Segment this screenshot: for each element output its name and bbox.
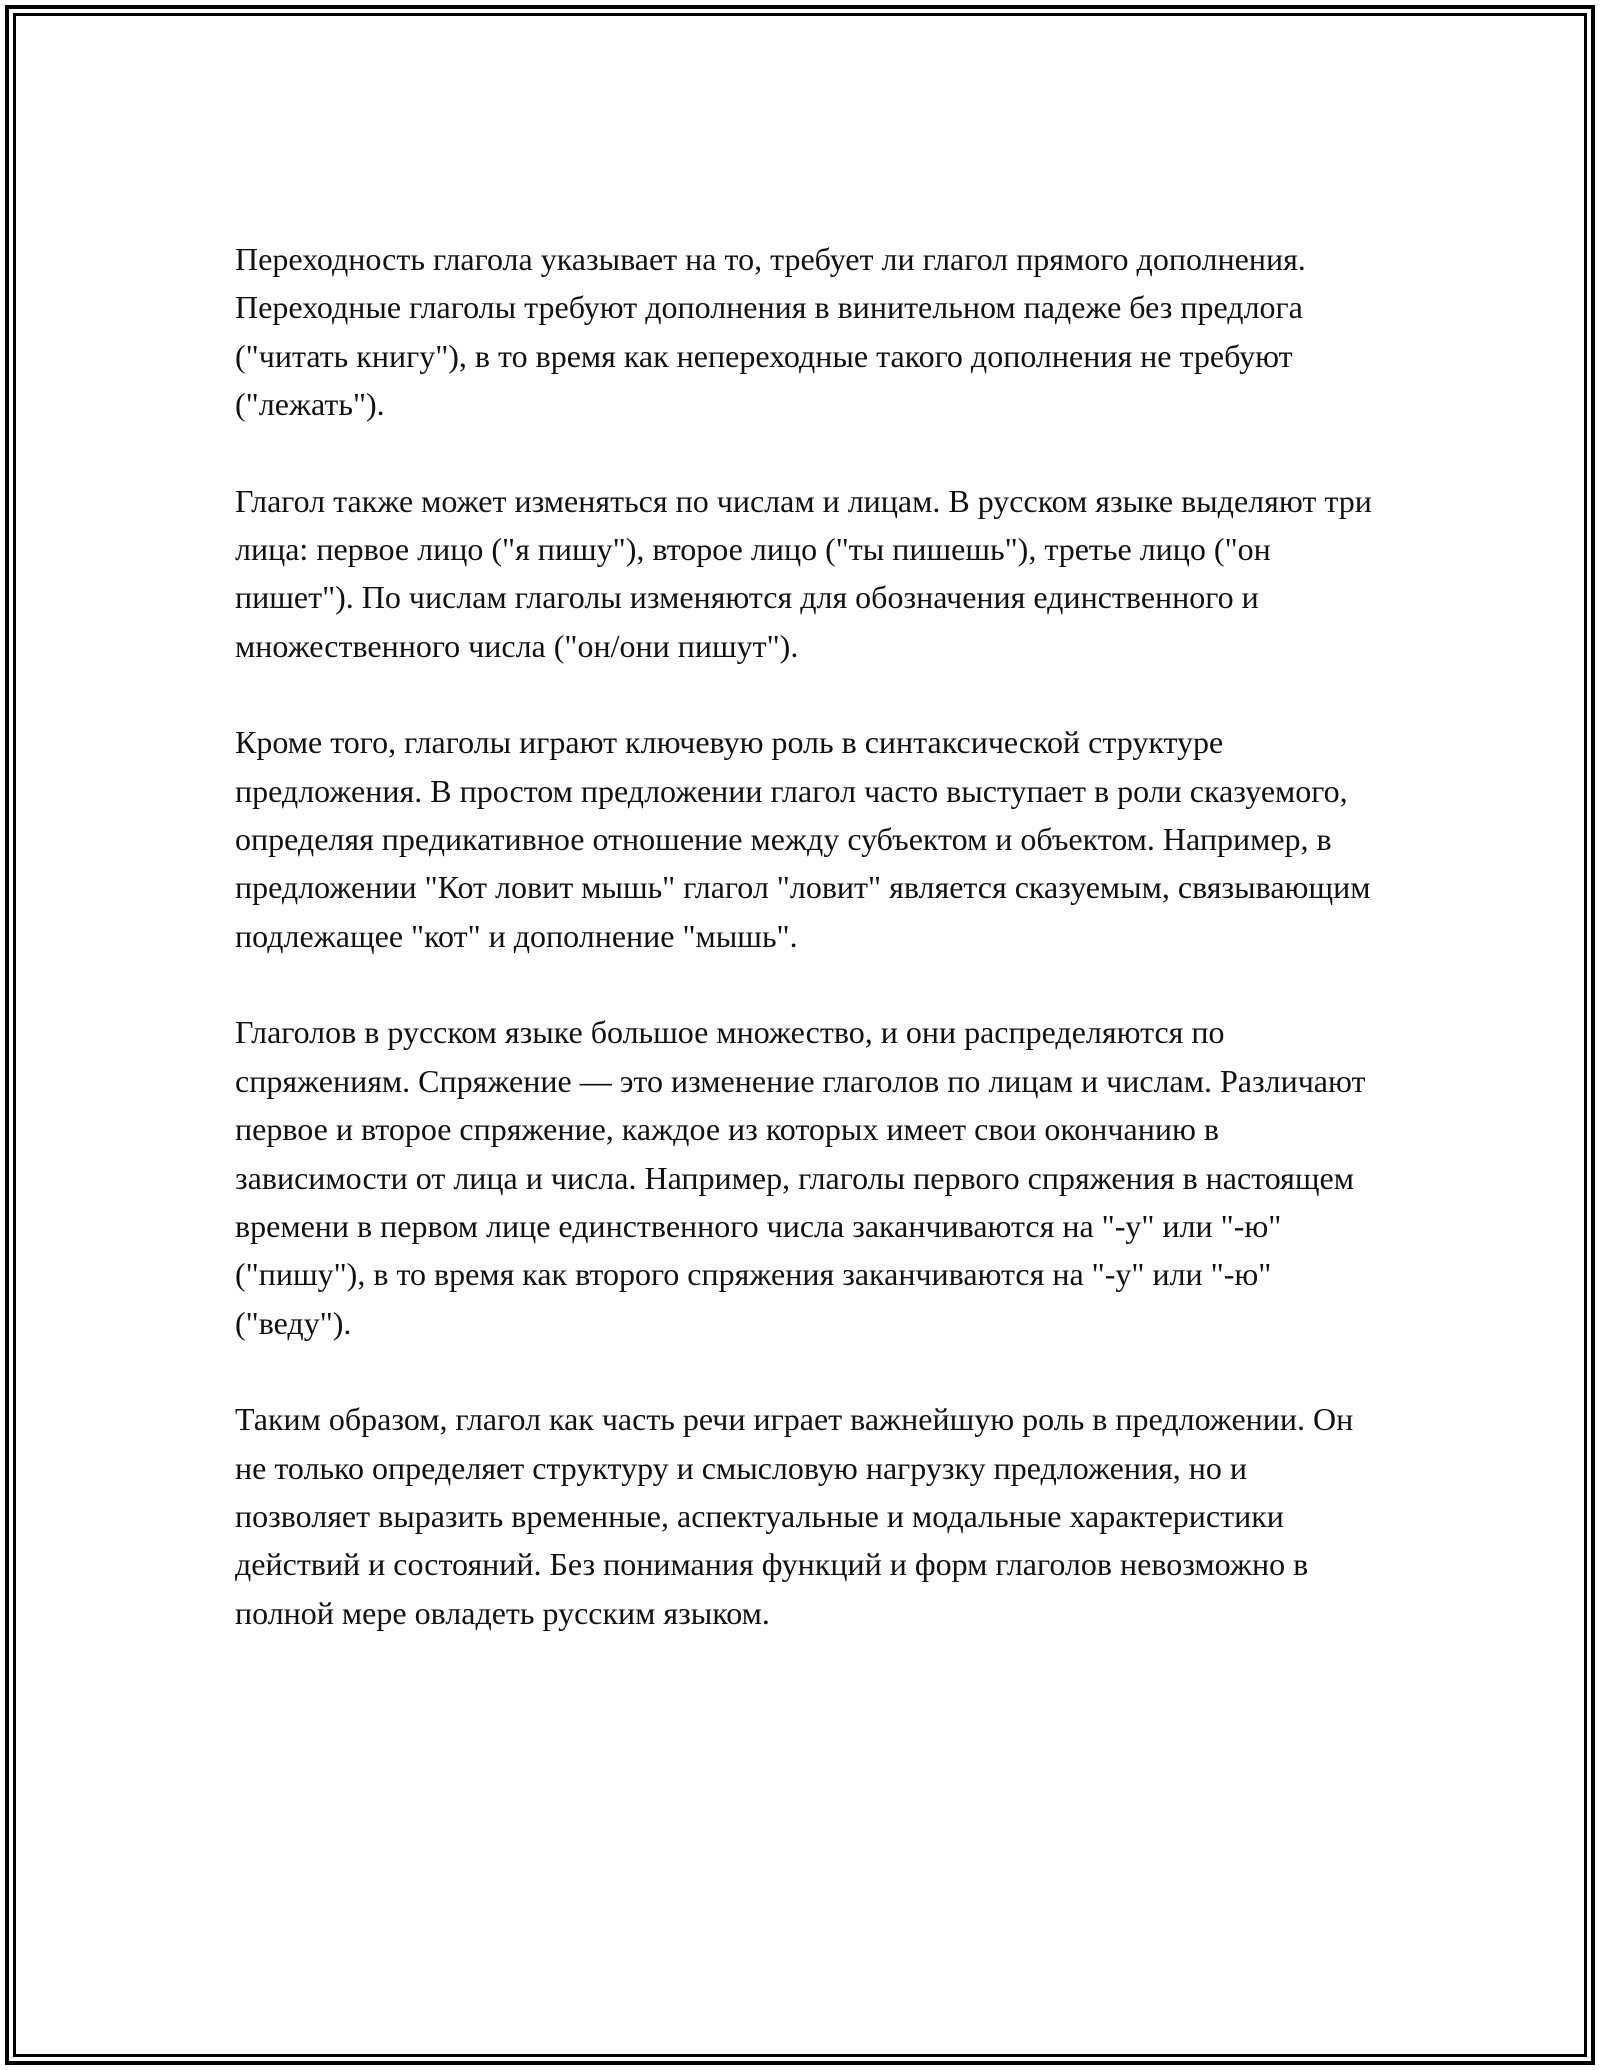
paragraph-conjugation: Глаголов в русском языке большое множество, и они распределяются по спряжениям. Спряжение — это изменение глаголов по лицам и числам. Различают первое и второе спряжение, каждое из которых имеет свои окончанию в зависимости от лица и числа. Например, глаголы первого спряжения в настоящем времени в первом лице единственного числа заканчиваются на "-у" или "-ю" ("пишу"), в то время как второго спряжения заканчиваются на "-у" или "-ю" ("веду"). bbox=[235, 1014, 1366, 1341]
paragraph-conclusion: Таким образом, глагол как часть речи играет важнейшую роль в предложении. Он не только определяет структуру и смысловую нагрузку предложения, но и позволяет выразить временные, аспектуальные и модальные характеристики действий и состояний. Без понимания функций и форм глаголов невозможно в полной мере овладеть русским языком. bbox=[235, 1401, 1354, 1631]
paragraph-transitivity: Переходность глагола указывает на то, требует ли глагол прямого дополнения. Переходные глаголы требуют дополнения в винительном падеже без предлога ("читать книгу"), в то время как непереходные такого дополнения не требуют ("лежать"). bbox=[235, 241, 1306, 423]
document-body bbox=[235, 235, 1375, 1685]
paragraph-syntax-role: Кроме того, глаголы играют ключевую роль в синтаксической структуре предложения. В простом предложении глагол часто выступает в роли сказуемого, определяя предикативное отношение между субъектом и объектом. Например, в предложении "Кот ловит мышь" глагол "ловит" является сказуемым, связывающим подлежащее "кот" и дополнение "мышь". bbox=[235, 724, 1371, 954]
paragraph-number-person: Глагол также может изменяться по числам и лицам. В русском языке выделяют три лица: первое лицо ("я пишу"), второе лицо ("ты пишешь"), третье лицо ("он пишет"). По числам глаголы изменяются для обозначения единственного и множественного числа ("он/они пишут"). bbox=[235, 482, 1372, 664]
